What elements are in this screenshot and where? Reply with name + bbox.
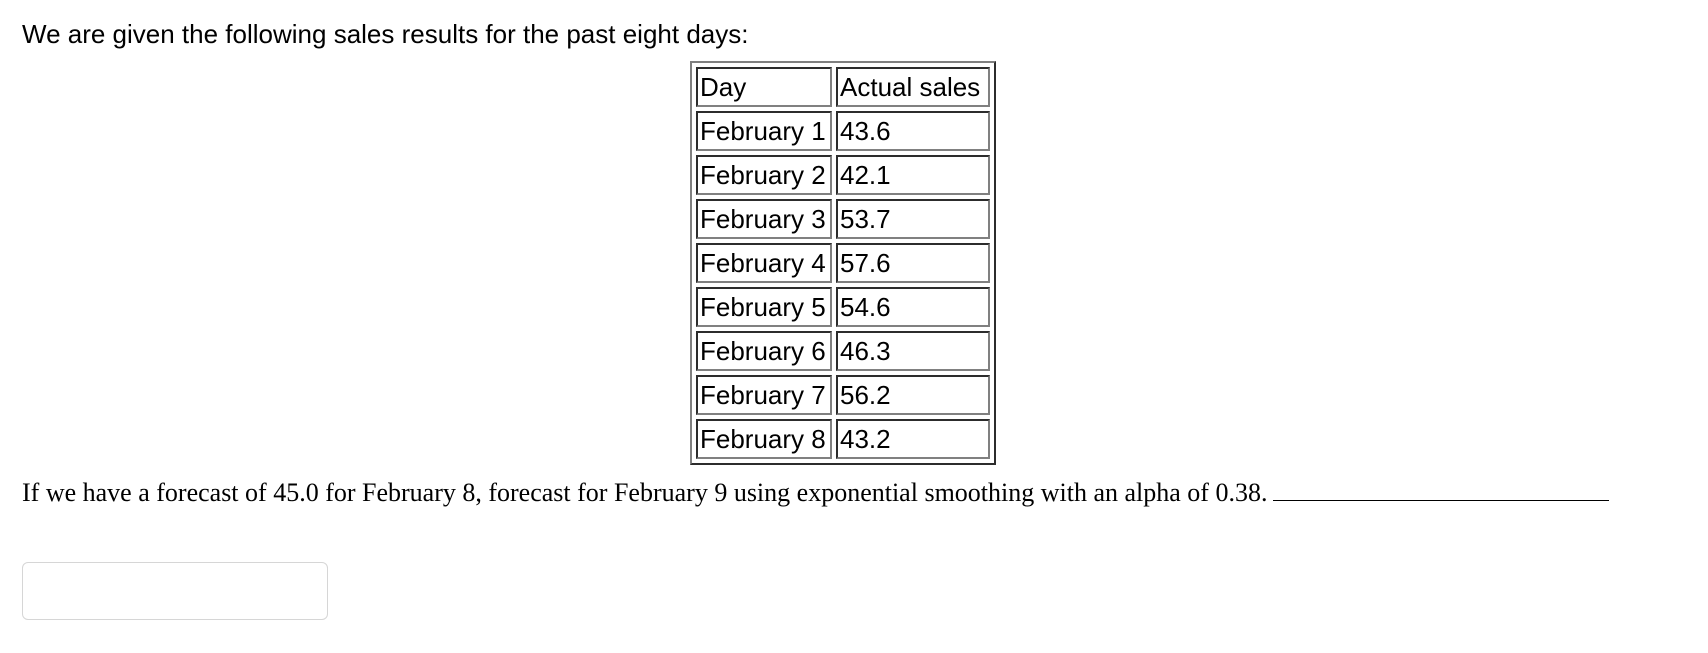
table-row [696, 419, 990, 459]
sales-table [690, 61, 996, 465]
sales-cell: 53.7 [836, 199, 990, 239]
sales-cell: 42.1 [836, 155, 990, 195]
table-row [696, 155, 990, 195]
table-row [696, 287, 990, 327]
day-cell: February 2 [696, 155, 832, 195]
day-cell: February 4 [696, 243, 832, 283]
answer-blank-line [1273, 474, 1609, 501]
answer-input[interactable] [22, 562, 328, 620]
table-row [696, 111, 990, 151]
sales-cell: 57.6 [836, 243, 990, 283]
day-cell: February 8 [696, 419, 832, 459]
sales-cell: 46.3 [836, 331, 990, 371]
intro-text: We are given the following sales results for the past eight days: [22, 19, 749, 49]
table-header-row [696, 67, 990, 107]
day-cell: February 1 [696, 111, 832, 151]
sales-cell: 56.2 [836, 375, 990, 415]
header-actual-sales: Actual sales [836, 67, 990, 107]
sales-cell: 43.2 [836, 419, 990, 459]
table-row [696, 243, 990, 283]
day-cell: February 5 [696, 287, 832, 327]
sales-cell: 54.6 [836, 287, 990, 327]
day-cell: February 7 [696, 375, 832, 415]
question [22, 474, 1609, 511]
table-row [696, 375, 990, 415]
sales-cell: 43.6 [836, 111, 990, 151]
day-cell: February 6 [696, 331, 832, 371]
table-row [696, 199, 990, 239]
question-text: If we have a forecast of 45.0 for February 8, forecast for February 9 using exponential smoothing with an alpha of 0.38. [22, 478, 1268, 507]
table-row [696, 331, 990, 371]
day-cell: February 3 [696, 199, 832, 239]
header-day: Day [696, 67, 832, 107]
